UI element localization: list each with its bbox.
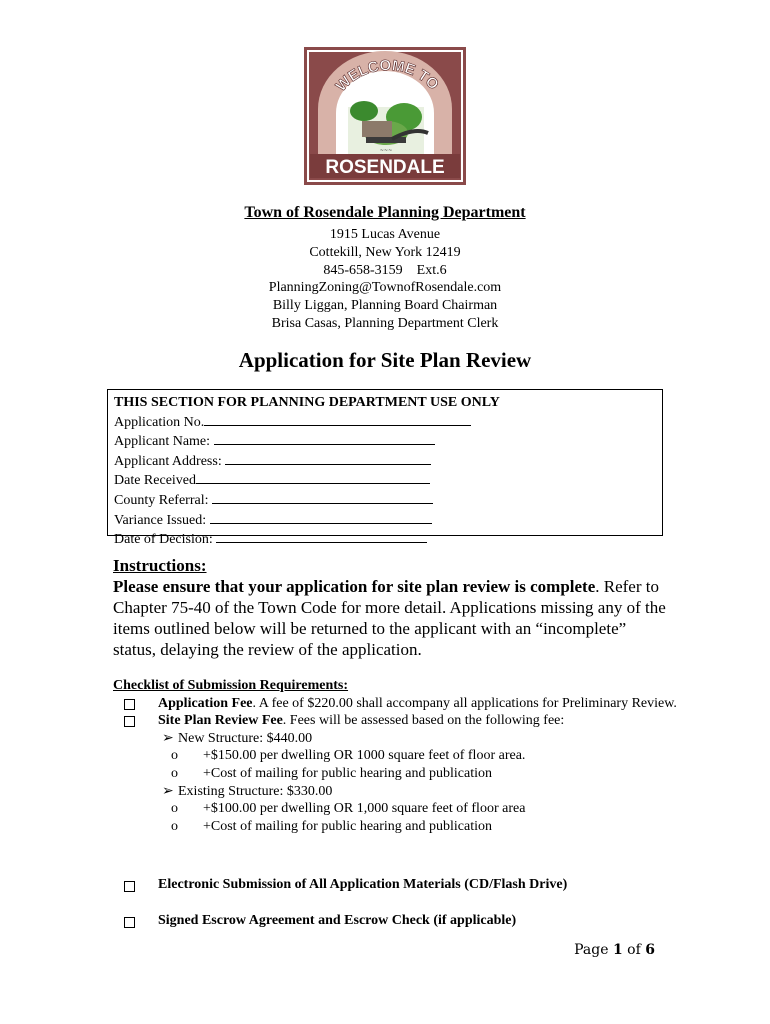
logo-banner-text: ROSENDALE (325, 157, 445, 178)
field-label: Date of Decision: (114, 532, 217, 548)
arrow-bullet-icon: ➢ (162, 783, 174, 799)
instructions-heading: Instructions: (113, 556, 207, 575)
field-date-of-decision (114, 529, 662, 549)
circle-bullet-icon: o (171, 818, 178, 834)
sub-sub-text: +$150.00 per dwelling OR 1000 square feet of floor area. (203, 748, 526, 764)
form-title: Application for Site Plan Review (238, 348, 532, 372)
instructions-text: Refer to Chapter 75-40 of the Town Code for more detail. Applications missing any of the items outlined below will be returned to the applicant with an “incomplete” status, delaying the review of the application. (113, 577, 666, 659)
field-label: Application No. (114, 414, 205, 430)
field-application-no (114, 412, 662, 432)
instructions-lead: Please ensure that your application for site plan review is complete (113, 577, 596, 596)
field-variance-issued (114, 510, 662, 530)
checkbox[interactable] (124, 699, 135, 710)
instructions-body (113, 576, 673, 660)
email-line: PlanningZoning@TownofRosendale.com (268, 280, 502, 296)
checklist (113, 677, 713, 835)
clerk-line: Brisa Casas, Planning Department Clerk (271, 315, 499, 331)
checklist-heading: Checklist of Submission Requirements: (113, 678, 349, 693)
page-total: 6 (645, 942, 655, 958)
town-logo (304, 47, 466, 185)
circle-bullet-icon: o (171, 801, 178, 817)
checkbox[interactable] (124, 881, 135, 892)
address-line: 1915 Lucas Avenue (329, 227, 441, 242)
blank-line[interactable] (204, 412, 471, 426)
item-label: Site Plan Review Fee (158, 713, 283, 729)
blank-line[interactable] (212, 490, 433, 504)
field-applicant-name (114, 431, 662, 451)
page-prefix: Page (574, 942, 613, 958)
item-label: Signed Escrow Agreement and Escrow Check (if applicable) (158, 913, 517, 928)
field-label: Variance Issued: (114, 512, 210, 528)
sub-item-label: Existing Structure: $330.00 (178, 783, 333, 799)
checklist-item-application-fee (113, 695, 713, 713)
sub-sub-item (113, 747, 713, 765)
instructions-lead-end: . (595, 577, 600, 596)
circle-bullet-icon: o (171, 748, 178, 764)
sub-sub-text: +Cost of mailing for public hearing and publication (203, 818, 493, 834)
logo-arch-text: WELCOME TO (332, 57, 442, 95)
field-label: Date Received (114, 473, 197, 489)
sub-item-existing-structure (113, 783, 713, 801)
checkbox[interactable] (124, 917, 135, 928)
field-label: Applicant Address: (114, 453, 226, 469)
circle-bullet-icon: o (171, 765, 178, 781)
field-county-referral (114, 490, 662, 510)
office-use-box (107, 389, 663, 548)
field-label: County Referral: (114, 492, 212, 508)
sub-sub-item (113, 765, 713, 783)
sub-sub-item (113, 800, 713, 818)
item-label: Application Fee (158, 695, 253, 711)
field-applicant-address (114, 451, 662, 471)
blank-line[interactable] (214, 431, 435, 445)
blank-line[interactable] (216, 529, 427, 543)
phone-line: 845-658-3159 Ext.6 (323, 262, 447, 278)
blank-line[interactable] (210, 510, 432, 524)
blank-line[interactable] (196, 470, 430, 484)
svg-text:~~~: ~~~ (379, 148, 393, 154)
checklist-item-site-plan-fee (113, 712, 713, 730)
field-date-received (114, 470, 662, 490)
field-label: Applicant Name: (114, 434, 214, 450)
office-use-heading: THIS SECTION FOR PLANNING DEPARTMENT USE ONLY (114, 395, 500, 410)
page-middle: of (622, 942, 646, 958)
sub-sub-text: +Cost of mailing for public hearing and publication (203, 765, 493, 781)
contact-block (0, 226, 770, 333)
item-text: . Fees will be assessed based on the following fee: (282, 713, 565, 729)
department-title: Town of Rosendale Planning Department (244, 204, 526, 221)
city-line: Cottekill, New York 12419 (309, 244, 461, 260)
page-current: 1 (612, 942, 623, 958)
checkbox[interactable] (124, 716, 135, 727)
page-number (574, 942, 655, 958)
sub-item-label: New Structure: $440.00 (178, 730, 313, 746)
item-label: Electronic Submission of All Application Materials (CD/Flash Drive) (158, 877, 568, 892)
blank-line[interactable] (225, 451, 431, 465)
arrow-bullet-icon: ➢ (162, 730, 174, 746)
sub-sub-item (113, 818, 713, 836)
item-text: . A fee of $220.00 shall accompany all applications for Preliminary Review. (252, 695, 677, 711)
chairman-line: Billy Liggan, Planning Board Chairman (272, 298, 498, 314)
sub-sub-text: +$100.00 per dwelling OR 1,000 square feet of floor area (203, 801, 526, 817)
sub-item-new-structure (113, 730, 713, 748)
